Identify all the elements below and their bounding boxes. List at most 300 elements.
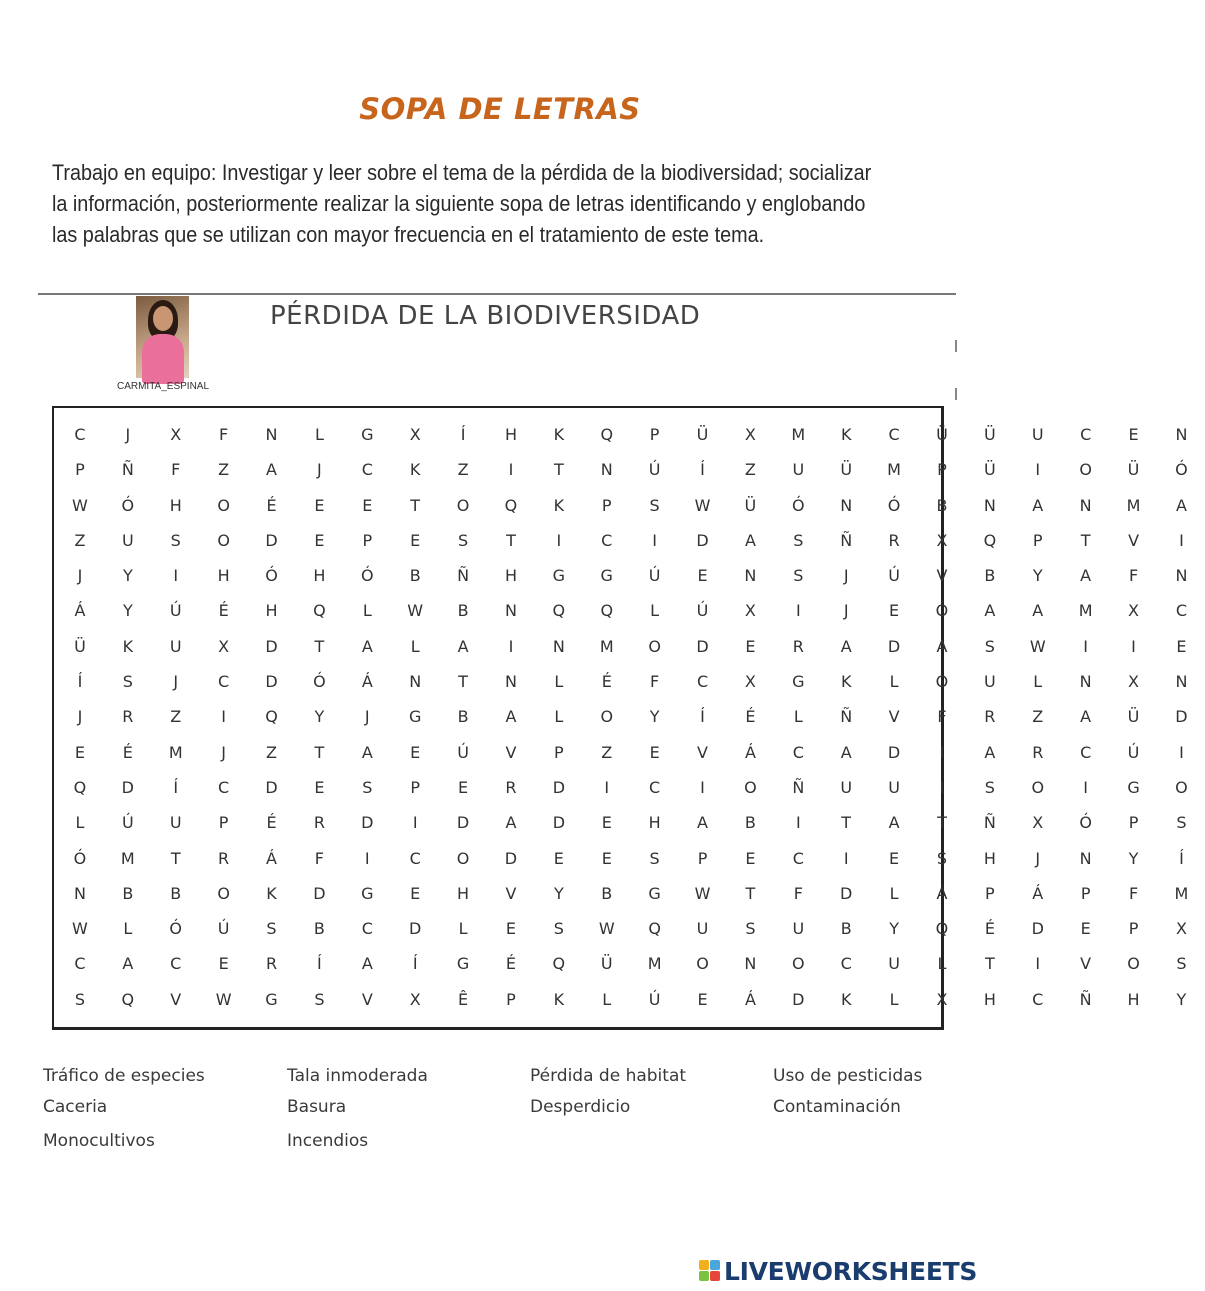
grid-letter[interactable]: H: [1127, 989, 1140, 1009]
grid-letter[interactable]: D: [409, 919, 422, 939]
grid-letter[interactable]: P: [601, 495, 612, 515]
grid-letter[interactable]: D: [121, 777, 134, 797]
grid-letter[interactable]: N: [1175, 425, 1188, 444]
grid-letter[interactable]: P: [506, 989, 516, 1009]
grid-letter[interactable]: Ü: [696, 425, 709, 444]
grid-letter[interactable]: D: [1031, 919, 1044, 939]
grid-letter[interactable]: Ñ: [457, 566, 470, 586]
grid-letter[interactable]: R: [265, 954, 278, 974]
grid-letter[interactable]: Ó: [792, 495, 805, 515]
grid-letter[interactable]: G: [600, 566, 613, 586]
grid-letter[interactable]: Z: [1032, 707, 1044, 727]
grid-letter[interactable]: W: [407, 601, 424, 621]
grid-letter[interactable]: V: [505, 883, 517, 903]
grid-letter[interactable]: Ó: [73, 848, 87, 868]
grid-letter[interactable]: Q: [552, 601, 566, 621]
grid-letter[interactable]: É: [266, 495, 277, 515]
grid-letter[interactable]: J: [221, 742, 226, 762]
grid-letter[interactable]: N: [73, 883, 86, 903]
grid-letter[interactable]: E: [697, 989, 708, 1009]
grid-letter[interactable]: L: [362, 601, 372, 621]
grid-letter[interactable]: C: [1032, 989, 1044, 1009]
grid-letter[interactable]: D: [265, 636, 278, 656]
grid-letter[interactable]: H: [265, 601, 278, 621]
grid-letter[interactable]: W: [72, 919, 88, 939]
grid-letter[interactable]: D: [696, 530, 709, 550]
grid-letter[interactable]: D: [313, 883, 326, 903]
grid-letter[interactable]: E: [697, 566, 708, 586]
grid-letter[interactable]: S: [266, 919, 277, 939]
grid-letter[interactable]: Q: [600, 601, 614, 621]
grid-letter[interactable]: N: [983, 495, 996, 515]
grid-letter[interactable]: D: [552, 813, 566, 833]
grid-letter[interactable]: Ó: [265, 566, 278, 586]
grid-letter[interactable]: L: [889, 672, 899, 692]
grid-letter[interactable]: Ñ: [840, 530, 853, 550]
grid-letter[interactable]: T: [553, 460, 564, 480]
grid-letter[interactable]: E: [553, 848, 564, 868]
grid-letter[interactable]: D: [1175, 707, 1188, 727]
grid-letter[interactable]: R: [792, 636, 804, 656]
grid-letter[interactable]: V: [361, 989, 373, 1009]
grid-letter[interactable]: E: [1128, 425, 1139, 444]
grid-letter[interactable]: E: [745, 848, 756, 868]
grid-letter[interactable]: Ó: [935, 601, 949, 621]
grid-letter[interactable]: S: [314, 989, 325, 1009]
grid-letter[interactable]: B: [457, 707, 469, 727]
grid-letter[interactable]: X: [1128, 601, 1140, 621]
grid-letter[interactable]: Y: [553, 883, 564, 903]
grid-letter[interactable]: V: [697, 742, 708, 762]
grid-letter[interactable]: É: [984, 919, 995, 939]
grid-letter[interactable]: E: [1080, 919, 1091, 939]
grid-letter[interactable]: O: [217, 495, 230, 515]
grid-letter[interactable]: É: [122, 742, 133, 762]
grid-letter[interactable]: Ü: [600, 954, 613, 974]
grid-letter[interactable]: R: [218, 848, 230, 868]
grid-letter[interactable]: V: [888, 707, 900, 727]
grid-letter[interactable]: Q: [121, 989, 135, 1009]
grid-letter[interactable]: I: [1179, 530, 1184, 550]
grid-letter[interactable]: E: [314, 777, 325, 797]
grid-letter[interactable]: P: [1080, 883, 1091, 903]
grid-letter[interactable]: N: [600, 460, 613, 480]
grid-letter[interactable]: I: [412, 813, 418, 833]
grid-letter[interactable]: P: [1032, 530, 1043, 550]
grid-letter[interactable]: S: [793, 566, 804, 586]
grid-letter[interactable]: Á: [936, 883, 948, 903]
grid-letter[interactable]: W: [598, 919, 615, 939]
grid-letter[interactable]: F: [1128, 883, 1139, 903]
grid-letter[interactable]: E: [314, 530, 325, 550]
grid-letter[interactable]: K: [409, 460, 421, 480]
grid-letter[interactable]: I: [221, 707, 226, 727]
grid-letter[interactable]: O: [1175, 777, 1188, 797]
grid-letter[interactable]: I: [1083, 636, 1088, 656]
grid-letter[interactable]: N: [840, 495, 853, 515]
grid-letter[interactable]: V: [1128, 530, 1140, 550]
grid-letter[interactable]: H: [983, 848, 996, 868]
grid-letter[interactable]: Z: [744, 460, 756, 480]
grid-letter[interactable]: E: [362, 495, 373, 515]
grid-letter[interactable]: I: [700, 777, 705, 797]
grid-letter[interactable]: Y: [122, 601, 133, 621]
grid-letter[interactable]: X: [409, 989, 421, 1009]
grid-letter[interactable]: A: [361, 636, 373, 656]
grid-letter[interactable]: R: [313, 813, 325, 833]
grid-letter[interactable]: B: [170, 883, 182, 903]
grid-letter[interactable]: R: [888, 530, 900, 550]
grid-letter[interactable]: Q: [935, 919, 949, 939]
grid-letter[interactable]: T: [170, 848, 181, 868]
grid-letter[interactable]: L: [410, 636, 420, 656]
grid-letter[interactable]: L: [554, 672, 564, 692]
grid-letter[interactable]: B: [457, 601, 469, 621]
grid-letter[interactable]: H: [457, 883, 470, 903]
grid-letter[interactable]: Y: [1032, 566, 1043, 586]
grid-letter[interactable]: I: [1131, 636, 1136, 656]
grid-letter[interactable]: P: [937, 460, 947, 480]
grid-letter[interactable]: L: [1033, 672, 1043, 692]
grid-letter[interactable]: C: [649, 777, 661, 797]
grid-letter[interactable]: D: [887, 742, 901, 762]
grid-letter[interactable]: S: [649, 495, 660, 515]
grid-letter[interactable]: Ú: [648, 566, 661, 586]
grid-letter[interactable]: H: [983, 989, 996, 1009]
grid-letter[interactable]: D: [361, 813, 374, 833]
grid-letter[interactable]: S: [793, 530, 804, 550]
grid-letter[interactable]: G: [456, 954, 470, 974]
grid-letter[interactable]: T: [314, 636, 325, 656]
grid-letter[interactable]: A: [1175, 495, 1187, 515]
grid-letter[interactable]: Q: [265, 707, 278, 727]
grid-letter[interactable]: Í: [700, 707, 705, 727]
grid-letter[interactable]: Ú: [217, 919, 230, 939]
grid-letter[interactable]: S: [745, 919, 756, 939]
grid-letter[interactable]: C: [218, 777, 230, 797]
grid-letter[interactable]: P: [649, 425, 660, 444]
grid-letter[interactable]: K: [553, 989, 565, 1009]
grid-letter[interactable]: S: [984, 777, 995, 797]
grid-letter[interactable]: O: [648, 636, 661, 656]
grid-letter[interactable]: R: [505, 777, 517, 797]
grid-letter[interactable]: Ü: [1127, 707, 1140, 727]
grid-letter[interactable]: B: [601, 883, 613, 903]
grid-letter[interactable]: Á: [266, 848, 277, 868]
grid-letter[interactable]: K: [840, 672, 852, 692]
grid-letter[interactable]: L: [123, 919, 133, 939]
grid-letter[interactable]: C: [361, 460, 373, 480]
grid-letter[interactable]: E: [505, 919, 517, 939]
grid-letter[interactable]: X: [744, 672, 756, 692]
grid-letter[interactable]: I: [795, 601, 801, 621]
grid-letter[interactable]: S: [74, 989, 86, 1009]
grid-letter[interactable]: A: [1032, 601, 1044, 621]
grid-letter[interactable]: L: [889, 989, 899, 1009]
grid-letter[interactable]: U: [888, 954, 900, 974]
grid-letter[interactable]: D: [840, 883, 853, 903]
grid-letter[interactable]: F: [937, 707, 947, 727]
grid-letter[interactable]: Ü: [744, 495, 757, 515]
grid-letter[interactable]: I: [364, 848, 370, 868]
grid-letter[interactable]: G: [792, 672, 805, 692]
grid-letter[interactable]: O: [792, 954, 805, 974]
grid-letter[interactable]: J: [364, 707, 370, 727]
grid-letter[interactable]: A: [457, 636, 469, 656]
grid-letter[interactable]: Q: [600, 425, 614, 444]
grid-letter[interactable]: M: [1126, 495, 1141, 515]
grid-letter[interactable]: A: [744, 530, 756, 550]
grid-letter[interactable]: Z: [266, 742, 277, 762]
grid-letter[interactable]: H: [648, 813, 661, 833]
grid-letter[interactable]: L: [793, 707, 803, 727]
grid-letter[interactable]: C: [888, 425, 900, 444]
grid-letter[interactable]: N: [1079, 848, 1092, 868]
grid-letter[interactable]: A: [936, 636, 948, 656]
grid-letter[interactable]: E: [314, 495, 325, 515]
grid-letter[interactable]: S: [649, 848, 660, 868]
grid-letter[interactable]: É: [745, 707, 756, 727]
grid-letter[interactable]: M: [599, 636, 614, 656]
grid-letter[interactable]: A: [984, 742, 996, 762]
grid-letter[interactable]: Í: [700, 460, 705, 480]
grid-letter[interactable]: A: [1032, 495, 1044, 515]
grid-letter[interactable]: H: [504, 425, 517, 444]
grid-letter[interactable]: R: [122, 707, 134, 727]
grid-letter[interactable]: C: [409, 848, 421, 868]
grid-letter[interactable]: T: [745, 883, 756, 903]
grid-letter[interactable]: B: [984, 566, 996, 586]
grid-letter[interactable]: F: [793, 883, 803, 903]
grid-letter[interactable]: T: [458, 672, 468, 692]
grid-letter[interactable]: J: [173, 672, 179, 692]
grid-letter[interactable]: N: [1175, 566, 1188, 586]
grid-letter[interactable]: I: [508, 460, 514, 480]
grid-letter[interactable]: A: [840, 742, 852, 762]
grid-letter[interactable]: B: [122, 883, 134, 903]
grid-letter[interactable]: C: [1175, 601, 1188, 621]
grid-letter[interactable]: F: [314, 848, 324, 868]
grid-letter[interactable]: S: [936, 848, 948, 868]
grid-letter[interactable]: J: [1035, 848, 1041, 868]
grid-letter[interactable]: I: [939, 742, 945, 762]
grid-letter[interactable]: A: [266, 460, 277, 480]
grid-letter[interactable]: C: [74, 954, 86, 974]
grid-letter[interactable]: J: [317, 460, 322, 480]
grid-letter[interactable]: A: [888, 813, 900, 833]
grid-letter[interactable]: I: [795, 813, 801, 833]
grid-letter[interactable]: S: [1176, 954, 1187, 974]
grid-letter[interactable]: Z: [601, 742, 613, 762]
grid-letter[interactable]: X: [1128, 672, 1140, 692]
grid-letter[interactable]: T: [506, 530, 516, 550]
grid-letter[interactable]: B: [744, 813, 756, 833]
grid-letter[interactable]: T: [314, 742, 325, 762]
grid-letter[interactable]: Ü: [984, 460, 996, 480]
grid-letter[interactable]: I: [1083, 777, 1088, 797]
grid-letter[interactable]: Ñ: [1079, 989, 1092, 1009]
grid-letter[interactable]: D: [792, 989, 805, 1009]
grid-letter[interactable]: H: [504, 566, 517, 586]
grid-letter[interactable]: Í: [412, 954, 418, 974]
grid-letter[interactable]: W: [694, 495, 711, 515]
grid-letter[interactable]: H: [169, 495, 182, 515]
grid-letter[interactable]: I: [652, 530, 657, 550]
grid-letter[interactable]: L: [554, 707, 564, 727]
grid-letter[interactable]: Z: [170, 707, 182, 727]
grid-letter[interactable]: M: [1078, 601, 1093, 621]
grid-letter[interactable]: D: [265, 672, 278, 692]
grid-letter[interactable]: D: [265, 530, 278, 550]
grid-letter[interactable]: P: [985, 883, 995, 903]
grid-letter[interactable]: Á: [74, 601, 86, 621]
grid-letter[interactable]: G: [648, 883, 661, 903]
grid-letter[interactable]: Q: [313, 601, 326, 621]
grid-letter[interactable]: N: [1079, 672, 1092, 692]
grid-letter[interactable]: É: [218, 601, 229, 621]
grid-letter[interactable]: L: [602, 989, 612, 1009]
grid-letter[interactable]: C: [1080, 425, 1092, 444]
grid-letter[interactable]: O: [1127, 954, 1140, 974]
grid-letter[interactable]: X: [936, 530, 948, 550]
grid-letter[interactable]: U: [1031, 425, 1044, 444]
grid-letter[interactable]: E: [458, 777, 469, 797]
grid-letter[interactable]: M: [791, 425, 806, 444]
grid-letter[interactable]: A: [505, 707, 517, 727]
grid-letter[interactable]: J: [77, 707, 83, 727]
grid-letter[interactable]: I: [939, 777, 945, 797]
grid-letter[interactable]: J: [77, 566, 83, 586]
grid-letter[interactable]: X: [218, 636, 230, 656]
grid-letter[interactable]: N: [744, 566, 757, 586]
grid-letter[interactable]: Í: [1179, 848, 1184, 868]
grid-letter[interactable]: L: [937, 954, 947, 974]
grid-letter[interactable]: D: [696, 636, 709, 656]
grid-letter[interactable]: Ê: [458, 989, 469, 1009]
grid-letter[interactable]: Í: [317, 954, 322, 974]
grid-letter[interactable]: N: [409, 672, 422, 692]
grid-letter[interactable]: F: [171, 460, 181, 480]
grid-letter[interactable]: L: [889, 883, 899, 903]
grid-letter[interactable]: F: [1128, 566, 1139, 586]
grid-letter[interactable]: Í: [460, 425, 466, 444]
grid-letter[interactable]: Ñ: [840, 707, 853, 727]
grid-letter[interactable]: N: [1079, 495, 1092, 515]
grid-letter[interactable]: G: [552, 566, 566, 586]
grid-letter[interactable]: Í: [77, 672, 83, 692]
grid-letter[interactable]: E: [601, 813, 612, 833]
grid-letter[interactable]: C: [74, 425, 86, 444]
grid-letter[interactable]: U: [169, 636, 182, 656]
grid-letter[interactable]: P: [1128, 919, 1139, 939]
grid-letter[interactable]: Ó: [313, 672, 326, 692]
grid-letter[interactable]: O: [600, 707, 614, 727]
grid-letter[interactable]: C: [696, 672, 709, 692]
grid-letter[interactable]: Z: [218, 460, 230, 480]
grid-letter[interactable]: A: [361, 954, 373, 974]
grid-letter[interactable]: P: [75, 460, 85, 480]
grid-letter[interactable]: B: [313, 919, 325, 939]
grid-letter[interactable]: S: [553, 919, 564, 939]
grid-letter[interactable]: H: [313, 566, 326, 586]
grid-letter[interactable]: O: [217, 530, 230, 550]
grid-letter[interactable]: T: [937, 813, 947, 833]
grid-letter[interactable]: Ü: [984, 425, 996, 444]
word-search-grid[interactable]: [56, 417, 1205, 1017]
grid-letter[interactable]: K: [266, 883, 277, 903]
grid-letter[interactable]: D: [265, 777, 278, 797]
grid-letter[interactable]: C: [218, 672, 230, 692]
grid-letter[interactable]: Í: [173, 777, 179, 797]
grid-letter[interactable]: X: [170, 425, 182, 444]
grid-letter[interactable]: K: [553, 495, 565, 515]
grid-letter[interactable]: O: [456, 495, 470, 515]
grid-letter[interactable]: Y: [889, 919, 899, 939]
grid-letter[interactable]: Q: [552, 954, 566, 974]
grid-letter[interactable]: R: [984, 707, 996, 727]
grid-letter[interactable]: A: [505, 813, 517, 833]
grid-letter[interactable]: L: [314, 425, 324, 444]
grid-letter[interactable]: F: [219, 425, 229, 444]
grid-letter[interactable]: V: [936, 566, 948, 586]
grid-letter[interactable]: E: [74, 742, 85, 762]
grid-letter[interactable]: Ú: [457, 742, 469, 762]
grid-letter[interactable]: O: [935, 672, 949, 692]
grid-letter[interactable]: Ú: [121, 813, 134, 833]
grid-letter[interactable]: I: [1179, 742, 1184, 762]
grid-letter[interactable]: F: [650, 672, 660, 692]
grid-letter[interactable]: G: [361, 883, 374, 903]
grid-letter[interactable]: I: [1035, 954, 1041, 974]
grid-letter[interactable]: O: [696, 954, 709, 974]
grid-letter[interactable]: I: [843, 848, 849, 868]
grid-letter[interactable]: E: [889, 601, 900, 621]
grid-letter[interactable]: Y: [1176, 989, 1187, 1009]
grid-letter[interactable]: S: [362, 777, 373, 797]
grid-letter[interactable]: E: [745, 636, 756, 656]
grid-letter[interactable]: E: [410, 742, 421, 762]
grid-letter[interactable]: K: [122, 636, 134, 656]
grid-letter[interactable]: D: [887, 636, 901, 656]
grid-letter[interactable]: K: [840, 425, 852, 444]
grid-letter[interactable]: L: [458, 919, 468, 939]
grid-letter[interactable]: Ó: [360, 566, 374, 586]
grid-letter[interactable]: É: [601, 672, 612, 692]
grid-letter[interactable]: E: [1176, 636, 1187, 656]
grid-letter[interactable]: G: [1127, 777, 1140, 797]
grid-letter[interactable]: I: [508, 636, 514, 656]
grid-letter[interactable]: X: [936, 989, 948, 1009]
grid-letter[interactable]: Ñ: [983, 813, 996, 833]
grid-letter[interactable]: G: [265, 989, 278, 1009]
grid-letter[interactable]: D: [552, 777, 566, 797]
grid-letter[interactable]: I: [1035, 460, 1041, 480]
grid-letter[interactable]: A: [122, 954, 134, 974]
grid-letter[interactable]: Ó: [121, 495, 135, 515]
grid-letter[interactable]: T: [1080, 530, 1091, 550]
grid-letter[interactable]: L: [650, 601, 660, 621]
grid-letter[interactable]: N: [265, 425, 278, 444]
grid-letter[interactable]: W: [72, 495, 88, 515]
grid-letter[interactable]: G: [408, 707, 422, 727]
grid-letter[interactable]: O: [1031, 777, 1045, 797]
grid-letter[interactable]: P: [697, 848, 708, 868]
grid-letter[interactable]: B: [409, 566, 421, 586]
grid-letter[interactable]: M: [168, 742, 183, 762]
grid-letter[interactable]: B: [840, 919, 852, 939]
grid-letter[interactable]: E: [601, 848, 612, 868]
grid-letter[interactable]: S: [1176, 813, 1187, 833]
